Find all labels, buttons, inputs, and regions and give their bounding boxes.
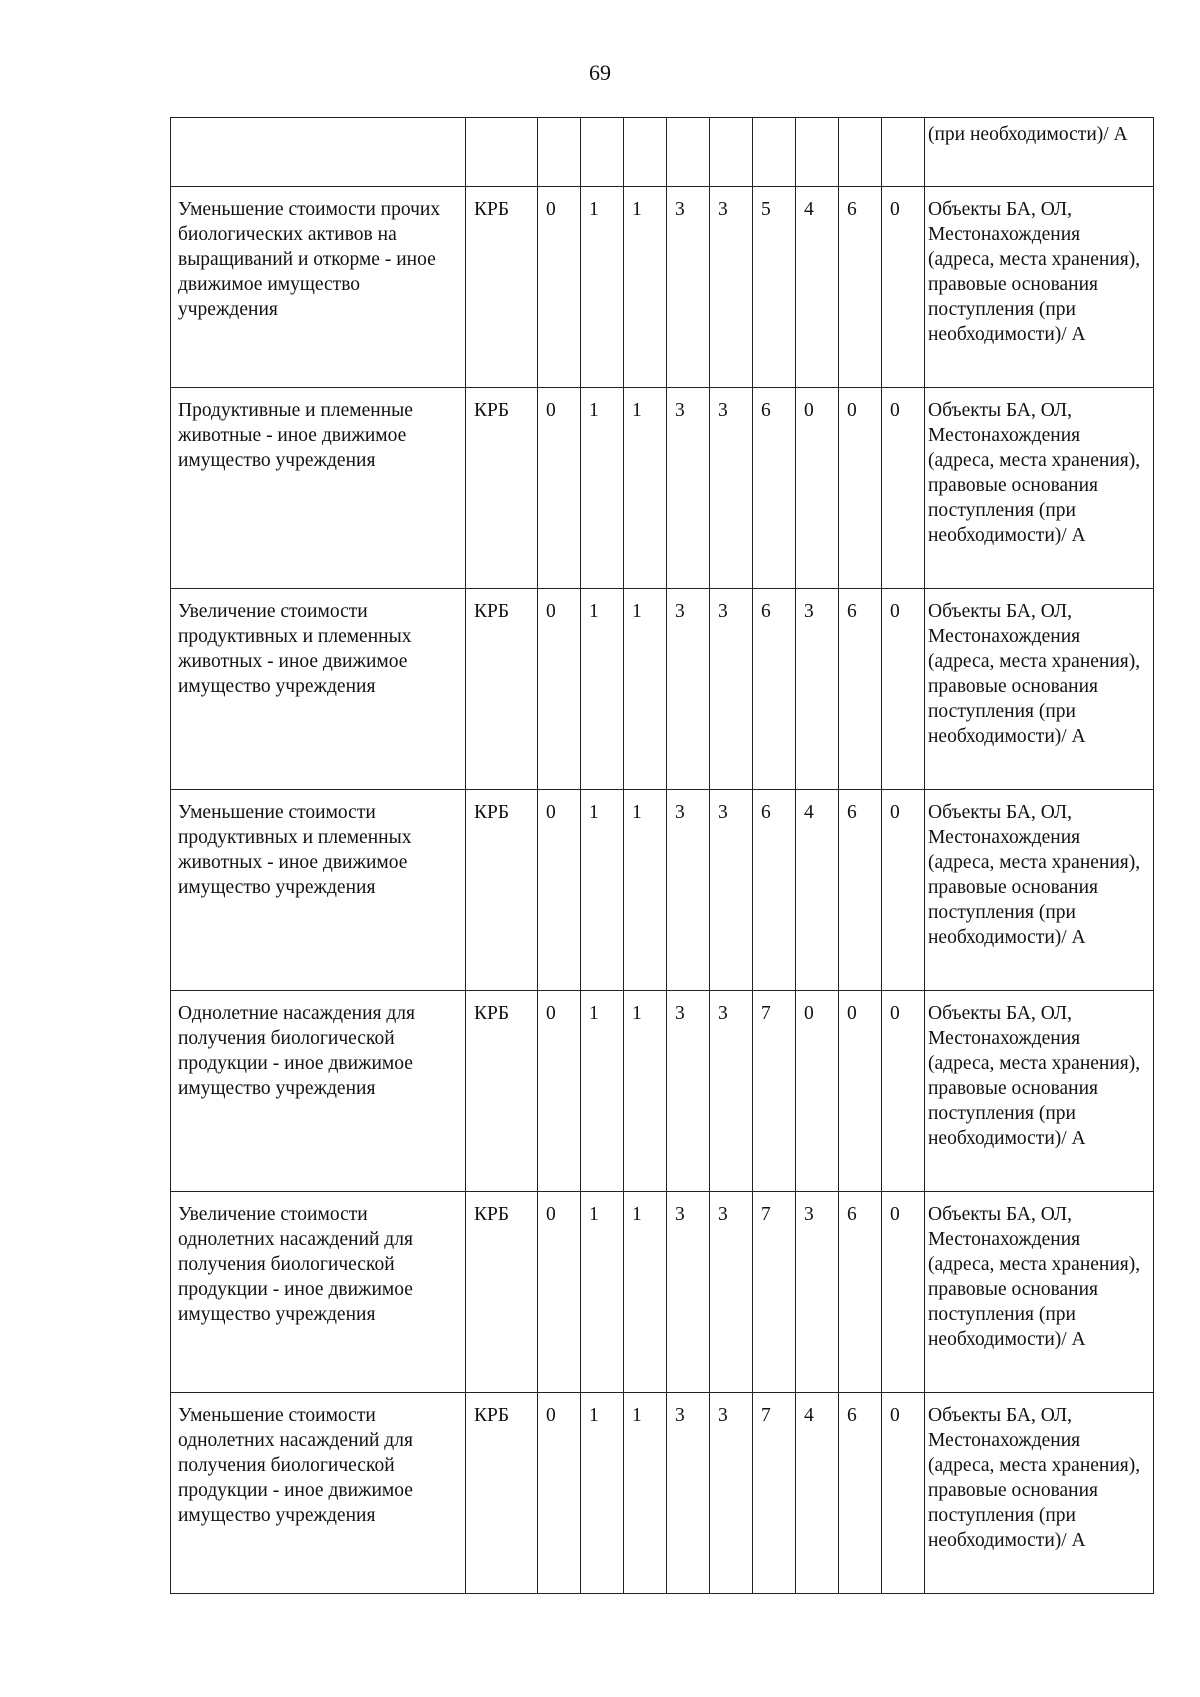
- name-cell: Однолетние насаждения для получения биологической продукции - иное движимое имущество учреждения: [171, 991, 466, 1192]
- table-row: [171, 991, 1154, 1192]
- digit-cell: 1: [581, 991, 624, 1192]
- digit-cell: 6: [839, 589, 882, 790]
- name-cell: Продуктивные и племенные животные - иное движимое имущество учреждения: [171, 388, 466, 589]
- digit-cell: 0: [538, 1393, 581, 1594]
- digit-cell: [710, 118, 753, 187]
- digit-cell: 0: [839, 388, 882, 589]
- digit-cell: 7: [753, 991, 796, 1192]
- digit-cell: 3: [710, 1192, 753, 1393]
- digit-cell: 3: [710, 790, 753, 991]
- digit-cell: 0: [538, 187, 581, 388]
- digit-cell: 0: [538, 589, 581, 790]
- digit-cell: 6: [839, 187, 882, 388]
- digit-cell: 1: [581, 388, 624, 589]
- digit-cell: [624, 118, 667, 187]
- digit-cell: 3: [667, 1192, 710, 1393]
- table-row: [171, 790, 1154, 991]
- name-cell: Уменьшение стоимости однолетних насаждений для получения биологической продукции - иное движимое имущество учреждения: [171, 1393, 466, 1594]
- digit-cell: 1: [581, 187, 624, 388]
- digit-cell: 4: [796, 187, 839, 388]
- attributes-cell: Объекты БА, ОЛ, Местонахождения (адреса, места хранения), правовые основания поступления (при необходимости)/ А: [925, 388, 1154, 589]
- digit-cell: 6: [839, 790, 882, 991]
- code-cell: КРБ: [466, 589, 538, 790]
- digit-cell: 4: [796, 1393, 839, 1594]
- name-cell: Уменьшение стоимости прочих биологических активов на выращиваний и откорме - иное движимое имущество учреждения: [171, 187, 466, 388]
- digit-cell: 6: [839, 1393, 882, 1594]
- digit-cell: 1: [624, 1192, 667, 1393]
- name-cell: Увеличение стоимости однолетних насаждений для получения биологической продукции - иное движимое имущество учреждения: [171, 1192, 466, 1393]
- digit-cell: 6: [753, 790, 796, 991]
- digit-cell: 4: [796, 790, 839, 991]
- table-row: [171, 187, 1154, 388]
- digit-cell: 3: [667, 790, 710, 991]
- digit-cell: 1: [581, 1192, 624, 1393]
- digit-cell: 0: [882, 187, 925, 388]
- attributes-cell: (при необходимости)/ А: [925, 118, 1154, 187]
- digit-cell: 1: [581, 589, 624, 790]
- attributes-cell: Объекты БА, ОЛ, Местонахождения (адреса, места хранения), правовые основания поступления (при необходимости)/ А: [925, 790, 1154, 991]
- attributes-cell: Объекты БА, ОЛ, Местонахождения (адреса, места хранения), правовые основания поступления (при необходимости)/ А: [925, 187, 1154, 388]
- name-cell: Уменьшение стоимости продуктивных и племенных животных - иное движимое имущество учреждения: [171, 790, 466, 991]
- digit-cell: 0: [796, 388, 839, 589]
- digit-cell: 6: [753, 388, 796, 589]
- digit-cell: 0: [839, 991, 882, 1192]
- digit-cell: 0: [882, 388, 925, 589]
- digit-cell: [839, 118, 882, 187]
- page-number: 69: [589, 60, 611, 85]
- digit-cell: 3: [710, 589, 753, 790]
- digit-cell: 1: [624, 388, 667, 589]
- digit-cell: 0: [538, 991, 581, 1192]
- digit-cell: [753, 118, 796, 187]
- name-cell: Увеличение стоимости продуктивных и племенных животных - иное движимое имущество учреждения: [171, 589, 466, 790]
- digit-cell: 1: [624, 589, 667, 790]
- digit-cell: 3: [710, 388, 753, 589]
- code-cell: КРБ: [466, 388, 538, 589]
- digit-cell: 3: [667, 388, 710, 589]
- digit-cell: 7: [753, 1192, 796, 1393]
- code-cell: [466, 118, 538, 187]
- digit-cell: 0: [796, 991, 839, 1192]
- digit-cell: 1: [581, 1393, 624, 1594]
- digit-cell: 0: [882, 1192, 925, 1393]
- table-row: [171, 589, 1154, 790]
- digit-cell: 3: [667, 589, 710, 790]
- digit-cell: [581, 118, 624, 187]
- code-cell: КРБ: [466, 790, 538, 991]
- digit-cell: 6: [753, 589, 796, 790]
- attributes-cell: Объекты БА, ОЛ, Местонахождения (адреса, места хранения), правовые основания поступления (при необходимости)/ А: [925, 1192, 1154, 1393]
- digit-cell: 3: [667, 991, 710, 1192]
- digit-cell: 3: [710, 991, 753, 1192]
- digit-cell: 7: [753, 1393, 796, 1594]
- name-cell: [171, 118, 466, 187]
- digit-cell: 5: [753, 187, 796, 388]
- table-row-continuation: [171, 118, 1154, 187]
- digit-cell: 1: [624, 790, 667, 991]
- digit-cell: 0: [882, 790, 925, 991]
- digit-cell: 3: [710, 187, 753, 388]
- digit-cell: 0: [538, 1192, 581, 1393]
- digit-cell: 0: [538, 790, 581, 991]
- digit-cell: 1: [624, 991, 667, 1192]
- digit-cell: 1: [624, 1393, 667, 1594]
- digit-cell: 3: [667, 187, 710, 388]
- digit-cell: 3: [796, 589, 839, 790]
- code-cell: КРБ: [466, 187, 538, 388]
- digit-cell: 6: [839, 1192, 882, 1393]
- digit-cell: 3: [667, 1393, 710, 1594]
- digit-cell: 0: [882, 1393, 925, 1594]
- attributes-cell: Объекты БА, ОЛ, Местонахождения (адреса, места хранения), правовые основания поступления (при необходимости)/ А: [925, 991, 1154, 1192]
- digit-cell: [882, 118, 925, 187]
- digit-cell: 1: [581, 790, 624, 991]
- code-cell: КРБ: [466, 1393, 538, 1594]
- code-cell: КРБ: [466, 1192, 538, 1393]
- digit-cell: 0: [882, 991, 925, 1192]
- table-row: [171, 1192, 1154, 1393]
- digit-cell: 0: [538, 388, 581, 589]
- digit-cell: 3: [710, 1393, 753, 1594]
- accounts-table: [170, 117, 1154, 1594]
- table-row: [171, 1393, 1154, 1594]
- code-cell: КРБ: [466, 991, 538, 1192]
- digit-cell: [667, 118, 710, 187]
- digit-cell: 0: [882, 589, 925, 790]
- digit-cell: 1: [624, 187, 667, 388]
- attributes-cell: Объекты БА, ОЛ, Местонахождения (адреса, места хранения), правовые основания поступления (при необходимости)/ А: [925, 1393, 1154, 1594]
- table-row: [171, 388, 1154, 589]
- digit-cell: 3: [796, 1192, 839, 1393]
- attributes-cell: Объекты БА, ОЛ, Местонахождения (адреса, места хранения), правовые основания поступления (при необходимости)/ А: [925, 589, 1154, 790]
- digit-cell: [796, 118, 839, 187]
- digit-cell: [538, 118, 581, 187]
